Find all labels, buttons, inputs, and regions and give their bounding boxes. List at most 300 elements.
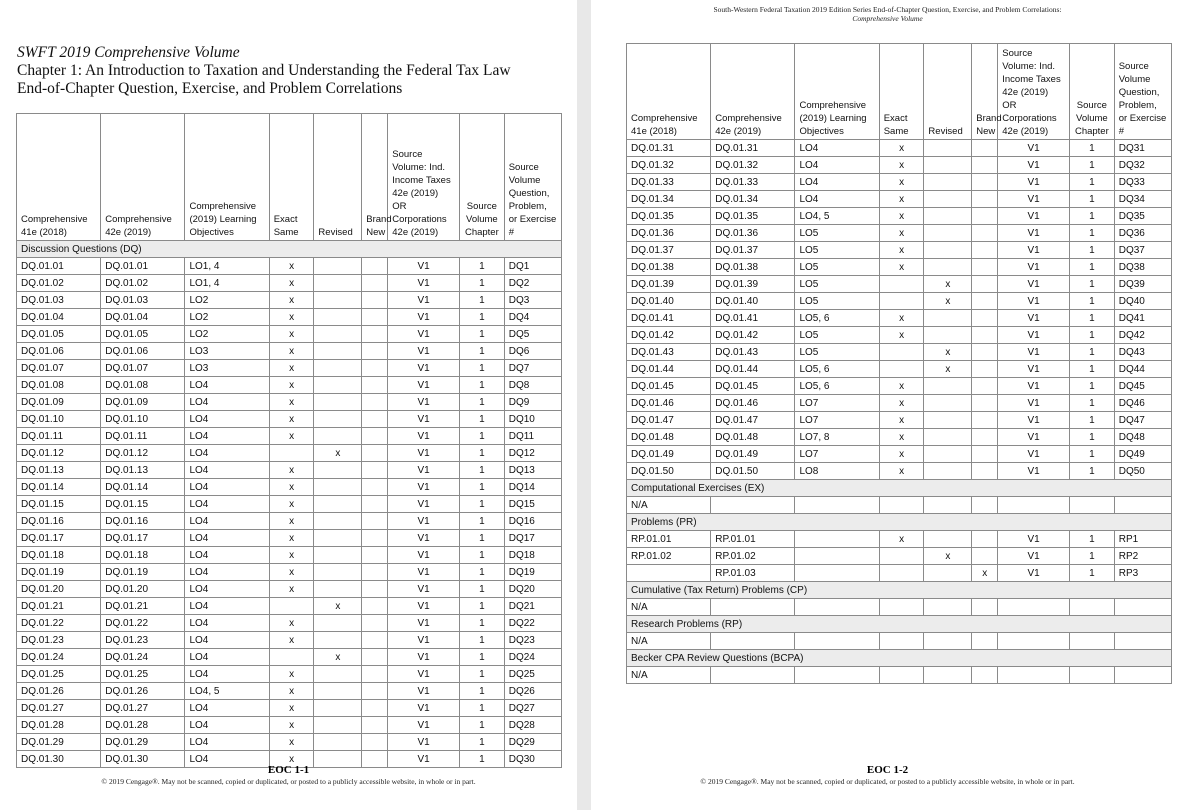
cell-col-source-volume: V1 <box>388 683 460 700</box>
cell-col-42e: RP.01.03 <box>711 565 795 582</box>
cell-col-source-volume: V1 <box>388 309 460 326</box>
table-row <box>627 191 1172 208</box>
cell-col-revised: x <box>314 598 362 615</box>
cell-col-revised <box>924 378 972 395</box>
cell-col-learning-objectives <box>795 633 879 650</box>
cell-col-source-chapter: 1 <box>1070 548 1115 565</box>
cell-col-42e: DQ.01.17 <box>101 530 185 547</box>
cell-col-42e: DQ.01.06 <box>101 343 185 360</box>
cell-col-source-volume: V1 <box>998 293 1070 310</box>
cell-col-exact-same: x <box>269 411 314 428</box>
cell-col-41e: DQ.01.28 <box>17 717 101 734</box>
cell-col-exact-same <box>879 497 924 514</box>
header-col-revised: Revised <box>924 44 972 140</box>
cell-col-exact-same: x <box>269 666 314 683</box>
section-header-row <box>627 480 1172 497</box>
cell-col-source-volume: V1 <box>388 428 460 445</box>
cell-col-42e: DQ.01.14 <box>101 479 185 496</box>
cell-col-source-chapter: 1 <box>460 377 505 394</box>
cell-col-source-chapter: 1 <box>1070 429 1115 446</box>
cell-col-42e: RP.01.01 <box>711 531 795 548</box>
cell-col-source-volume <box>998 633 1070 650</box>
cell-col-brand-new <box>972 548 998 565</box>
cell-col-brand-new <box>362 360 388 377</box>
cell-col-exact-same: x <box>879 242 924 259</box>
cell-col-42e: DQ.01.15 <box>101 496 185 513</box>
cell-col-42e: DQ.01.50 <box>711 463 795 480</box>
cell-col-learning-objectives: LO4 <box>185 734 269 751</box>
cell-col-learning-objectives: LO4 <box>185 411 269 428</box>
section-label: Computational Exercises (EX) <box>627 480 1172 497</box>
table-row <box>627 208 1172 225</box>
table-row <box>17 275 562 292</box>
cell-col-source-question: DQ49 <box>1114 446 1171 463</box>
cell-col-source-volume: V1 <box>388 717 460 734</box>
cell-col-exact-same: x <box>879 310 924 327</box>
cell-col-revised <box>924 157 972 174</box>
cell-col-exact-same: x <box>269 717 314 734</box>
cell-col-source-chapter: 1 <box>1070 174 1115 191</box>
cell-col-source-volume: V1 <box>388 649 460 666</box>
cell-col-41e: DQ.01.50 <box>627 463 711 480</box>
cell-col-41e: DQ.01.25 <box>17 666 101 683</box>
cell-col-learning-objectives: LO7 <box>795 412 879 429</box>
correlation-table-page-2 <box>626 43 1172 684</box>
cell-col-source-chapter: 1 <box>1070 242 1115 259</box>
header-col-exact-same: Exact Same <box>269 114 314 241</box>
cell-col-source-question: DQ12 <box>504 445 561 462</box>
cell-col-source-question: DQ5 <box>504 326 561 343</box>
header-col-source-chapter: Source Volume Chapter <box>460 114 505 241</box>
cell-col-source-volume: V1 <box>388 411 460 428</box>
cell-col-learning-objectives: LO5 <box>795 259 879 276</box>
cell-col-revised <box>314 530 362 547</box>
cell-col-42e: DQ.01.05 <box>101 326 185 343</box>
cell-col-42e: DQ.01.49 <box>711 446 795 463</box>
cell-col-source-chapter: 1 <box>460 530 505 547</box>
cell-col-brand-new <box>972 225 998 242</box>
cell-col-exact-same <box>879 565 924 582</box>
cell-col-source-question: DQ21 <box>504 598 561 615</box>
cell-col-source-volume: V1 <box>388 496 460 513</box>
header-col-brand-new: Brand New <box>972 44 998 140</box>
cell-col-source-chapter: 1 <box>1070 446 1115 463</box>
header-col-learning-objectives: Comprehensive (2019) Learning Objectives <box>185 114 269 241</box>
table-row <box>17 615 562 632</box>
cell-col-exact-same: x <box>269 309 314 326</box>
cell-col-41e: DQ.01.26 <box>17 683 101 700</box>
cell-col-brand-new <box>362 632 388 649</box>
cell-col-source-question: RP3 <box>1114 565 1171 582</box>
correlation-table-page-1 <box>16 113 562 768</box>
cell-col-41e: DQ.01.08 <box>17 377 101 394</box>
cell-col-revised <box>924 497 972 514</box>
cell-col-source-chapter: 1 <box>1070 531 1115 548</box>
cell-col-brand-new <box>972 327 998 344</box>
cell-col-brand-new <box>362 649 388 666</box>
section-label: Becker CPA Review Questions (BCPA) <box>627 650 1172 667</box>
cell-col-brand-new <box>972 242 998 259</box>
cell-col-learning-objectives: LO5, 6 <box>795 361 879 378</box>
cell-col-42e: DQ.01.34 <box>711 191 795 208</box>
cell-col-revised <box>314 632 362 649</box>
cell-col-revised <box>314 717 362 734</box>
cell-col-revised <box>924 463 972 480</box>
cell-col-41e: N/A <box>627 667 711 684</box>
cell-col-42e: DQ.01.37 <box>711 242 795 259</box>
cell-col-41e: DQ.01.31 <box>627 140 711 157</box>
cell-col-brand-new <box>972 497 998 514</box>
table-header-row <box>627 44 1172 140</box>
cell-col-source-question: DQ17 <box>504 530 561 547</box>
cell-col-41e: DQ.01.48 <box>627 429 711 446</box>
cell-col-exact-same: x <box>269 275 314 292</box>
cell-col-learning-objectives: LO4 <box>185 547 269 564</box>
table-row <box>627 327 1172 344</box>
cell-col-source-chapter: 1 <box>460 700 505 717</box>
table-row <box>17 462 562 479</box>
table-row <box>627 225 1172 242</box>
cell-col-learning-objectives: LO4 <box>185 632 269 649</box>
table-row <box>627 157 1172 174</box>
cell-col-revised <box>924 310 972 327</box>
cell-col-source-volume: V1 <box>998 565 1070 582</box>
cell-col-source-chapter: 1 <box>460 428 505 445</box>
cell-col-exact-same: x <box>879 463 924 480</box>
cell-col-revised <box>314 326 362 343</box>
cell-col-learning-objectives: LO4 <box>185 445 269 462</box>
cell-col-42e: RP.01.02 <box>711 548 795 565</box>
cell-col-source-chapter: 1 <box>460 292 505 309</box>
cell-col-learning-objectives: LO4 <box>185 530 269 547</box>
cell-col-source-question: DQ42 <box>1114 327 1171 344</box>
header-col-41e: Comprehensive 41e (2018) <box>627 44 711 140</box>
cell-col-41e: DQ.01.37 <box>627 242 711 259</box>
cell-col-revised: x <box>314 649 362 666</box>
cell-col-brand-new <box>362 547 388 564</box>
cell-col-41e: DQ.01.46 <box>627 395 711 412</box>
cell-col-revised <box>314 700 362 717</box>
cell-col-41e: DQ.01.02 <box>17 275 101 292</box>
header-col-source-volume: Source Volume: Ind. Income Taxes 42e (2019) OR Corporations 42e (2019) <box>388 114 460 241</box>
cell-col-source-volume: V1 <box>388 598 460 615</box>
cell-col-learning-objectives: LO5 <box>795 327 879 344</box>
cell-col-learning-objectives: LO2 <box>185 309 269 326</box>
cell-col-41e: DQ.01.40 <box>627 293 711 310</box>
cell-col-exact-same: x <box>879 191 924 208</box>
table-row <box>627 548 1172 565</box>
section-header-row <box>627 514 1172 531</box>
cell-col-source-question: DQ41 <box>1114 310 1171 327</box>
page-eoc-1-1 <box>0 0 577 810</box>
cell-col-revised <box>314 462 362 479</box>
cell-col-source-chapter: 1 <box>460 258 505 275</box>
cell-col-brand-new <box>362 581 388 598</box>
table-row <box>627 293 1172 310</box>
cell-col-brand-new <box>972 429 998 446</box>
cell-col-42e: DQ.01.30 <box>101 751 185 768</box>
cell-col-exact-same: x <box>269 258 314 275</box>
cell-col-source-chapter: 1 <box>460 275 505 292</box>
cell-col-brand-new <box>362 700 388 717</box>
table-row <box>17 513 562 530</box>
cell-col-42e: DQ.01.23 <box>101 632 185 649</box>
cell-col-exact-same <box>879 667 924 684</box>
table-row <box>17 717 562 734</box>
cell-col-source-volume: V1 <box>388 734 460 751</box>
cell-col-exact-same: x <box>269 513 314 530</box>
cell-col-42e <box>711 599 795 616</box>
cell-col-source-chapter: 1 <box>460 632 505 649</box>
cell-col-exact-same: x <box>879 208 924 225</box>
table-row <box>627 667 1172 684</box>
cell-col-exact-same <box>269 598 314 615</box>
cell-col-revised <box>314 615 362 632</box>
cell-col-source-volume: V1 <box>998 327 1070 344</box>
cell-col-source-question: DQ45 <box>1114 378 1171 395</box>
table-row <box>627 463 1172 480</box>
cell-col-source-chapter: 1 <box>460 734 505 751</box>
cell-col-brand-new <box>362 326 388 343</box>
cell-col-brand-new <box>972 599 998 616</box>
cell-col-source-chapter: 1 <box>460 445 505 462</box>
cell-col-source-question: DQ4 <box>504 309 561 326</box>
cell-col-42e <box>711 497 795 514</box>
cell-col-41e: RP.01.02 <box>627 548 711 565</box>
cell-col-42e: DQ.01.26 <box>101 683 185 700</box>
cell-col-source-volume: V1 <box>998 395 1070 412</box>
cell-col-41e: DQ.01.21 <box>17 598 101 615</box>
cell-col-learning-objectives: LO4 <box>185 751 269 768</box>
cell-col-learning-objectives <box>795 497 879 514</box>
cell-col-learning-objectives: LO4 <box>185 496 269 513</box>
cell-col-brand-new <box>362 428 388 445</box>
cell-col-41e: DQ.01.23 <box>17 632 101 649</box>
cell-col-exact-same: x <box>269 496 314 513</box>
cell-col-exact-same: x <box>879 531 924 548</box>
cell-col-revised <box>924 259 972 276</box>
cell-col-source-question <box>1114 599 1171 616</box>
cell-col-revised <box>924 599 972 616</box>
cell-col-42e: DQ.01.02 <box>101 275 185 292</box>
cell-col-42e: DQ.01.10 <box>101 411 185 428</box>
section-label: Problems (PR) <box>627 514 1172 531</box>
cell-col-exact-same: x <box>269 632 314 649</box>
cell-col-source-question: DQ34 <box>1114 191 1171 208</box>
page-number: EOC 1-1 <box>267 764 310 776</box>
cell-col-exact-same: x <box>269 564 314 581</box>
document-title <box>17 44 511 98</box>
table-row <box>627 174 1172 191</box>
header-col-source-question: Source Volume Question, Problem, or Exercise # <box>1114 44 1171 140</box>
cell-col-source-chapter: 1 <box>1070 293 1115 310</box>
cell-col-exact-same: x <box>269 479 314 496</box>
cell-col-revised <box>924 242 972 259</box>
cell-col-exact-same: x <box>269 547 314 564</box>
cell-col-42e: DQ.01.04 <box>101 309 185 326</box>
table-row <box>17 649 562 666</box>
cell-col-brand-new <box>972 259 998 276</box>
table-row <box>627 531 1172 548</box>
cell-col-42e: DQ.01.08 <box>101 377 185 394</box>
cell-col-source-chapter: 1 <box>1070 140 1115 157</box>
cell-col-source-volume: V1 <box>388 462 460 479</box>
cell-col-source-chapter: 1 <box>1070 259 1115 276</box>
cell-col-41e: DQ.01.20 <box>17 581 101 598</box>
cell-col-brand-new <box>362 275 388 292</box>
cell-col-learning-objectives: LO4 <box>185 649 269 666</box>
cell-col-source-volume: V1 <box>998 531 1070 548</box>
section-header-row <box>627 616 1172 633</box>
cell-col-source-question: DQ16 <box>504 513 561 530</box>
cell-col-source-question: DQ22 <box>504 615 561 632</box>
header-col-source-volume: Source Volume: Ind. Income Taxes 42e (2019) OR Corporations 42e (2019) <box>998 44 1070 140</box>
cell-col-brand-new <box>972 633 998 650</box>
cell-col-source-question: DQ50 <box>1114 463 1171 480</box>
cell-col-41e: DQ.01.13 <box>17 462 101 479</box>
table-row <box>627 599 1172 616</box>
cell-col-brand-new <box>972 140 998 157</box>
copyright-notice: © 2019 Cengage®. May not be scanned, copied or duplicated, or posted to a publicly accessible website, in whole or in part. <box>101 777 476 786</box>
cell-col-source-question <box>1114 497 1171 514</box>
cell-col-source-question: DQ9 <box>504 394 561 411</box>
cell-col-brand-new <box>362 394 388 411</box>
cell-col-source-chapter: 1 <box>460 326 505 343</box>
cell-col-42e: DQ.01.38 <box>711 259 795 276</box>
cell-col-source-volume: V1 <box>998 361 1070 378</box>
cell-col-exact-same <box>879 599 924 616</box>
cell-col-41e: DQ.01.44 <box>627 361 711 378</box>
cell-col-source-question: DQ20 <box>504 581 561 598</box>
cell-col-source-chapter: 1 <box>460 496 505 513</box>
cell-col-41e: DQ.01.29 <box>17 734 101 751</box>
cell-col-source-question: DQ14 <box>504 479 561 496</box>
cell-col-41e <box>627 565 711 582</box>
cell-col-brand-new <box>972 344 998 361</box>
cell-col-brand-new <box>362 717 388 734</box>
cell-col-learning-objectives: LO4 <box>795 140 879 157</box>
cell-col-source-question: DQ38 <box>1114 259 1171 276</box>
cell-col-source-volume: V1 <box>388 292 460 309</box>
cell-col-42e: DQ.01.47 <box>711 412 795 429</box>
cell-col-42e: DQ.01.18 <box>101 547 185 564</box>
cell-col-41e: DQ.01.36 <box>627 225 711 242</box>
cell-col-42e: DQ.01.21 <box>101 598 185 615</box>
table-row <box>627 497 1172 514</box>
cell-col-exact-same: x <box>879 446 924 463</box>
table-row <box>17 632 562 649</box>
table-row <box>17 377 562 394</box>
cell-col-41e: DQ.01.14 <box>17 479 101 496</box>
cell-col-41e: DQ.01.49 <box>627 446 711 463</box>
table-row <box>17 496 562 513</box>
cell-col-exact-same: x <box>879 412 924 429</box>
cell-col-42e: DQ.01.46 <box>711 395 795 412</box>
table-row <box>627 412 1172 429</box>
cell-col-brand-new <box>362 683 388 700</box>
cell-col-source-chapter: 1 <box>460 513 505 530</box>
cell-col-42e: DQ.01.44 <box>711 361 795 378</box>
cell-col-learning-objectives <box>795 599 879 616</box>
table-row <box>627 378 1172 395</box>
cell-col-learning-objectives: LO4 <box>185 513 269 530</box>
cell-col-source-chapter: 1 <box>460 394 505 411</box>
cell-col-learning-objectives: LO2 <box>185 292 269 309</box>
cell-col-brand-new <box>972 378 998 395</box>
title-chapter: Chapter 1: An Introduction to Taxation and Understanding the Federal Tax Law <box>17 62 511 79</box>
cell-col-exact-same: x <box>269 734 314 751</box>
cell-col-source-chapter: 1 <box>460 360 505 377</box>
cell-col-source-chapter: 1 <box>460 581 505 598</box>
cell-col-revised: x <box>924 361 972 378</box>
cell-col-42e: DQ.01.40 <box>711 293 795 310</box>
cell-col-brand-new <box>362 445 388 462</box>
table-row <box>17 411 562 428</box>
table-row <box>17 479 562 496</box>
cell-col-revised <box>314 734 362 751</box>
cell-col-brand-new <box>972 667 998 684</box>
cell-col-source-question: DQ30 <box>504 751 561 768</box>
cell-col-source-volume: V1 <box>998 463 1070 480</box>
cell-col-brand-new <box>362 513 388 530</box>
cell-col-source-question <box>1114 633 1171 650</box>
cell-col-learning-objectives <box>795 565 879 582</box>
cell-col-source-question: DQ29 <box>504 734 561 751</box>
cell-col-exact-same <box>269 445 314 462</box>
cell-col-source-volume: V1 <box>388 547 460 564</box>
cell-col-revised <box>314 666 362 683</box>
section-header-row <box>627 582 1172 599</box>
cell-col-revised <box>924 633 972 650</box>
cell-col-exact-same: x <box>269 428 314 445</box>
cell-col-revised <box>314 258 362 275</box>
cell-col-42e: DQ.01.25 <box>101 666 185 683</box>
cell-col-source-question: DQ32 <box>1114 157 1171 174</box>
cell-col-revised <box>314 513 362 530</box>
table-row <box>627 140 1172 157</box>
cell-col-exact-same: x <box>879 395 924 412</box>
cell-col-source-volume: V1 <box>998 225 1070 242</box>
cell-col-41e: DQ.01.47 <box>627 412 711 429</box>
cell-col-revised <box>314 496 362 513</box>
cell-col-42e <box>711 667 795 684</box>
cell-col-42e: DQ.01.42 <box>711 327 795 344</box>
cell-col-42e: DQ.01.22 <box>101 615 185 632</box>
cell-col-revised: x <box>314 445 362 462</box>
cell-col-41e: DQ.01.19 <box>17 564 101 581</box>
cell-col-learning-objectives: LO4 <box>185 394 269 411</box>
cell-col-source-volume: V1 <box>388 513 460 530</box>
cell-col-exact-same: x <box>269 751 314 768</box>
cell-col-41e: DQ.01.41 <box>627 310 711 327</box>
header-col-source-question: Source Volume Question, Problem, or Exercise # <box>504 114 561 241</box>
cell-col-brand-new <box>362 530 388 547</box>
copyright-notice: © 2019 Cengage®. May not be scanned, copied or duplicated, or posted to a publicly accessible website, in whole or in part. <box>700 777 1075 786</box>
cell-col-source-chapter: 1 <box>1070 395 1115 412</box>
cell-col-source-chapter: 1 <box>460 666 505 683</box>
cell-col-exact-same: x <box>269 292 314 309</box>
cell-col-brand-new <box>362 462 388 479</box>
table-row <box>17 547 562 564</box>
cell-col-exact-same <box>269 649 314 666</box>
cell-col-41e: DQ.01.30 <box>17 751 101 768</box>
cell-col-revised: x <box>924 344 972 361</box>
cell-col-source-chapter: 1 <box>1070 327 1115 344</box>
cell-col-learning-objectives: LO4 <box>185 717 269 734</box>
cell-col-brand-new <box>972 395 998 412</box>
cell-col-brand-new <box>362 411 388 428</box>
cell-col-42e <box>711 633 795 650</box>
